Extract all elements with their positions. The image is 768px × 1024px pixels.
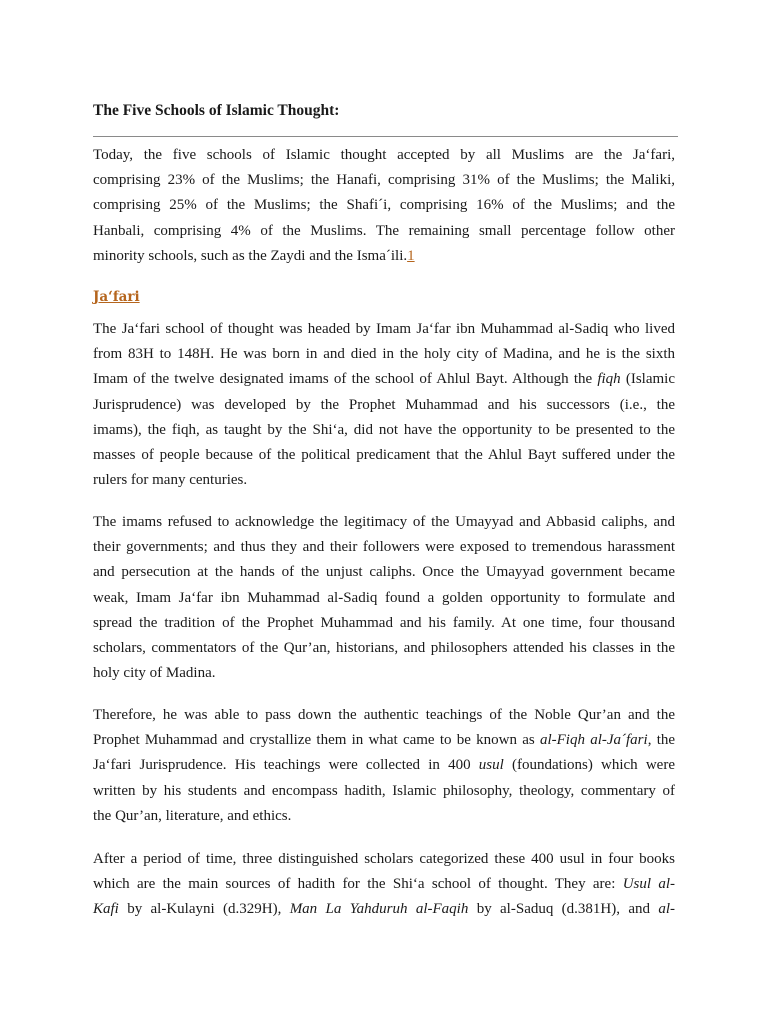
text-fragment: , the: [647, 732, 676, 749]
text-line: After a period of time, three distinguished scholars categorized these 400 usul in four books: [93, 851, 675, 867]
italic-term: Man La Yahduruh al-Faqih: [289, 901, 469, 918]
text-line: their governments; and thus they and their followers were exposed to tremendous harassment: [93, 539, 675, 556]
text-line: Today, the five schools of Islamic thought accepted by all Muslims are the Ja‘fari,: [93, 147, 675, 163]
italic-term: Kafi: [93, 901, 119, 918]
italic-term: fiqh: [597, 371, 621, 388]
text-line: the Qur’an, literature, and ethics.: [93, 807, 292, 824]
text-fragment: Imam of the twelve designated imams of the school of Ahlul Bayt. Although the: [93, 371, 593, 388]
text-line: weak, Imam Ja‘far ibn Muhammad al-Sadiq found a golden opportunity to formulate and: [93, 589, 675, 606]
text-line: [93, 872, 675, 897]
section-heading-jafari: Ja‘fari: [93, 289, 140, 305]
text-fragment: minority schools, such as the Zaydi and the Isma´ili.: [93, 247, 408, 264]
text-fragment: (Islamic: [625, 371, 676, 388]
paragraph-teachings: [93, 703, 675, 829]
text-fragment: Prophet Muhammad and crystallize them in what came to be known as: [93, 732, 535, 749]
title-divider: [93, 136, 678, 137]
text-line: from 83H to 148H. He was born in and died in the holy city of Madina, and he is the sixth: [93, 346, 675, 363]
text-line: written by his students and encompass hadith, Islamic philosophy, theology, commentary of: [93, 782, 675, 799]
text-line: spread the tradition of the Prophet Muhammad and his family. At one time, four thousand: [93, 614, 675, 631]
text-line: scholars, commentators of the Qur’an, historians, and philosophers attended his classes in the: [93, 639, 675, 656]
text-fragment: (foundations) which were: [512, 757, 675, 774]
text-line: masses of people because of the political predicament that the Ahlul Bayt suffered under the: [93, 446, 675, 463]
paragraph-four-books: [93, 847, 675, 923]
text-line: Therefore, he was able to pass down the authentic teachings of the Noble Qur’an and the: [93, 707, 675, 723]
text-line: Jurisprudence) was developed by the Prophet Muhammad and his successors (i.e., the: [93, 396, 675, 413]
text-line: [93, 244, 675, 269]
paragraph-imams-refused: [93, 510, 675, 686]
text-line: [93, 753, 675, 778]
footnote-link[interactable]: 1: [407, 247, 415, 264]
text-line: Hanbali, comprising 4% of the Muslims. The remaining small percentage follow other: [93, 222, 675, 239]
text-line: imams), the fiqh, as taught by the Shi‘a, did not have the opportunity to be presented to the: [93, 421, 675, 438]
text-line: [93, 367, 675, 392]
text-line: [93, 897, 675, 922]
text-line: and persecution at the hands of the unjust caliphs. Once the Umayyad government became: [93, 564, 675, 581]
intro-paragraph: [93, 143, 675, 269]
text-fragment: which are the main sources of hadith for the Shi‘a school of thought. They are:: [93, 876, 616, 893]
text-fragment: by al-Saduq (d.381H), and: [476, 901, 651, 918]
text-line: [93, 728, 675, 753]
text-line: holy city of Madina.: [93, 665, 216, 682]
text-line: comprising 25% of the Muslims; the Shafi´i, comprising 16% of the Muslims; and the: [93, 197, 675, 214]
paragraph-jafari-school: [93, 317, 675, 493]
text-line: comprising 23% of the Muslims; the Hanafi, comprising 31% of the Muslims; the Maliki,: [93, 172, 675, 189]
text-line: rulers for many centuries.: [93, 472, 248, 489]
italic-term: al-: [658, 901, 676, 918]
text-fragment: by al-Kulayni (d.329H),: [127, 901, 282, 918]
text-line: The imams refused to acknowledge the legitimacy of the Umayyad and Abbasid caliphs, and: [93, 514, 675, 530]
italic-term: al-Fiqh al-Ja´fari: [539, 732, 648, 749]
document-title: The Five Schools of Islamic Thought:: [93, 102, 340, 119]
text-line: The Ja‘fari school of thought was headed by Imam Ja‘far ibn Muhammad al-Sadiq who lived: [93, 321, 675, 337]
italic-term: Usul al-: [622, 876, 675, 893]
text-fragment: Ja‘fari Jurisprudence. His teachings were collected in 400: [93, 757, 471, 774]
italic-term: usul: [478, 757, 504, 774]
